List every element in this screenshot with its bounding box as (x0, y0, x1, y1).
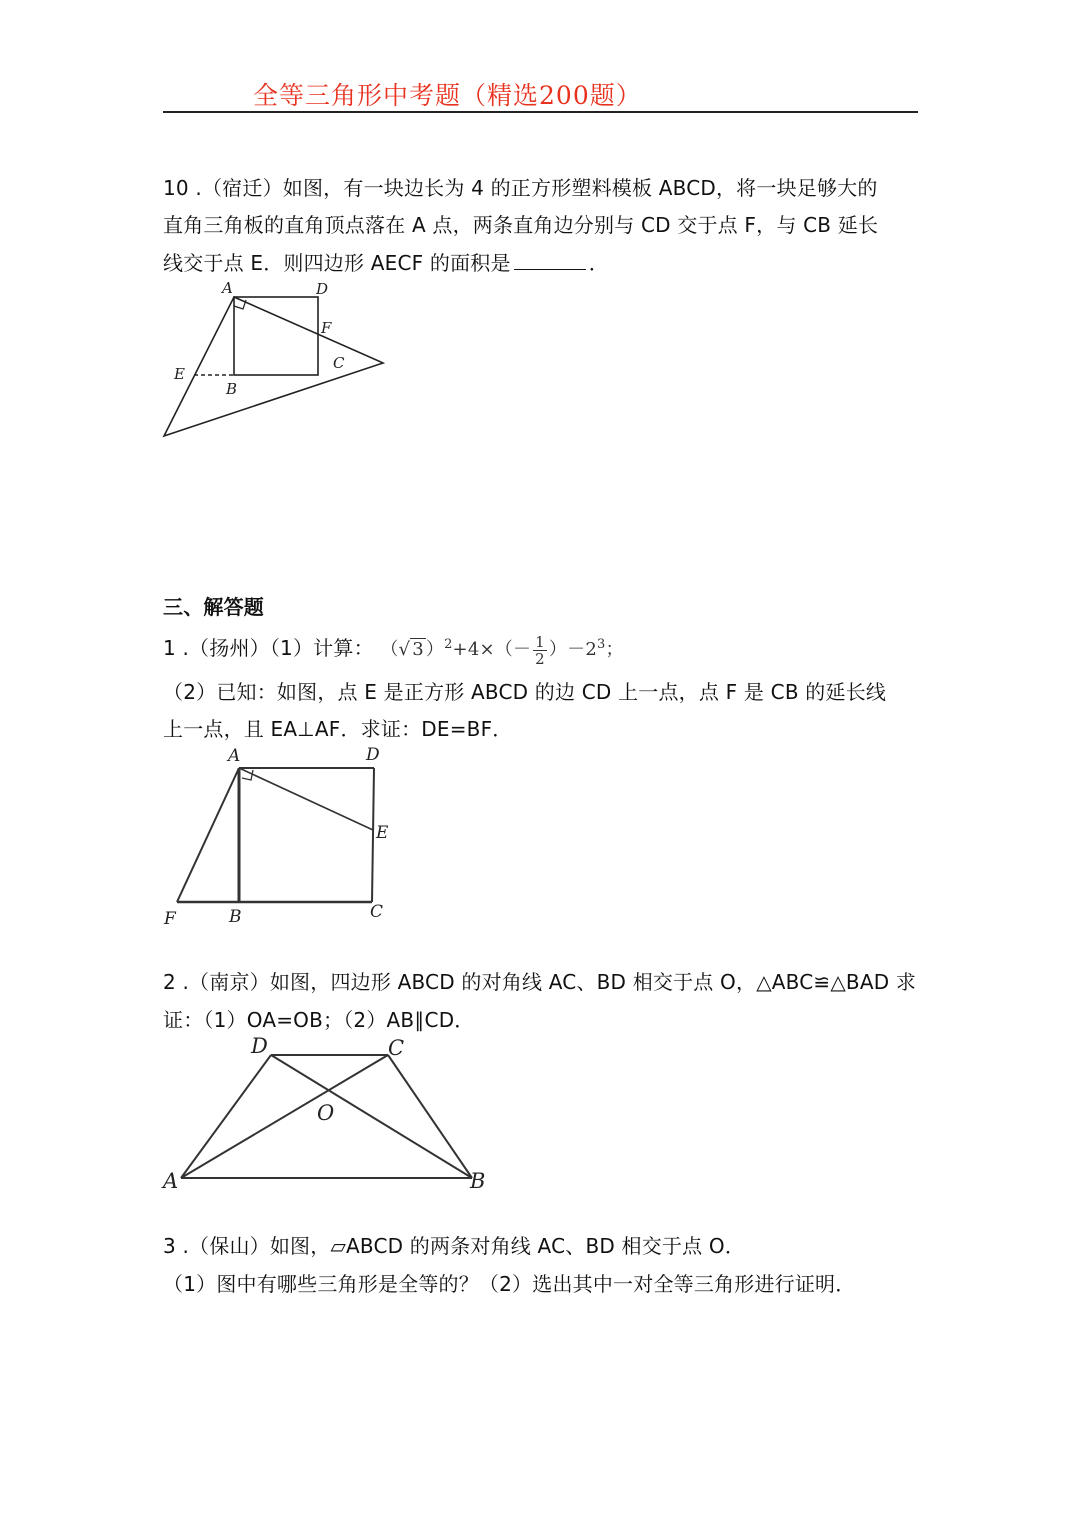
q2-figure (150, 1030, 500, 1198)
formula-part-2: +4×（－ (452, 639, 532, 660)
fraction-denominator: 2 (535, 649, 545, 668)
q2-label-a: A (163, 1169, 179, 1193)
q1-figure (150, 742, 410, 932)
q10-square (234, 297, 318, 375)
q1-edge-dc (372, 768, 374, 902)
q10-line-3 (163, 251, 923, 275)
q2-label-b: B (470, 1169, 486, 1193)
q1-edge-ae (239, 768, 373, 830)
formula-open-paren: （ (380, 639, 399, 660)
q1-line-1 (163, 630, 923, 668)
q2-label-c: C (388, 1036, 405, 1060)
q1-edge-af (177, 768, 239, 902)
q10-triangle (164, 297, 383, 436)
q3-line-1: 3 .（保山）如图，▱ABCD 的两条对角线 AC、BD 相交于点 O． (163, 1234, 746, 1258)
sqrt-radicand: 3 (412, 639, 424, 660)
exponent-2: 2 (444, 637, 453, 652)
q10-line-2: 直角三角板的直角顶点落在 A 点，两条直角边分别与 CD 交于点 F，与 CB 延长 (163, 213, 879, 237)
exponent-3: 3 (596, 637, 606, 652)
q2-edge-bc (388, 1055, 472, 1178)
q2-line-1: 2 .（南京）如图，四边形 ABCD 的对角线 AC、BD 相交于点 O，△ABC≌△BAD 求 (163, 970, 917, 994)
formula-close-paren: ） (425, 639, 445, 660)
q10-label-b: B (226, 380, 238, 398)
q1-prefix: 1 .（扬州）（1）计算： (163, 636, 374, 660)
q2-edge-ad (181, 1055, 271, 1178)
page-header-title: 全等三角形中考题（精选200题） (253, 81, 642, 110)
q1-label-a: A (228, 746, 241, 766)
q2-line-2: 证：（1）OA=OB；（2）AB∥CD． (163, 1008, 475, 1032)
q1-formula (380, 632, 624, 668)
header-divider (163, 111, 918, 113)
fraction-numerator: 1 (535, 632, 545, 651)
q10-line-3-text: 线交于点 E．则四边形 AECF 的面积是 (163, 251, 511, 275)
q1-label-f: F (164, 909, 176, 929)
q1-line-2: （2）已知：如图，点 E 是正方形 ABCD 的边 CD 上一点，点 F 是 CB 的延长线 (163, 680, 887, 704)
q2-label-d: D (251, 1034, 268, 1058)
section-title: 三、解答题 (163, 595, 264, 619)
q10-figure (150, 275, 400, 450)
q1-label-e: E (376, 823, 389, 843)
q10-label-e: E (174, 365, 185, 383)
q10-line-3-end: ． (588, 251, 609, 275)
sqrt-symbol: √ (398, 639, 411, 660)
q10-label-d: D (316, 280, 329, 298)
q10-line-1: 10 .（宿迁）如图，有一块边长为 4 的正方形塑料模板 ABCD，将一块足够大的 (163, 176, 878, 200)
q1-label-b: B (229, 907, 242, 927)
q1-label-c: C (370, 902, 384, 922)
q10-label-f: F (321, 319, 332, 337)
formula-end: ； (605, 639, 624, 660)
q2-diagonal-ac (181, 1055, 388, 1178)
q10-label-a: A (222, 279, 233, 297)
q1-label-d: D (366, 745, 380, 765)
answer-blank (514, 251, 586, 270)
q1-line-3: 上一点，且 EA⊥AF．求证：DE=BF． (163, 717, 513, 741)
q3-line-2: （1）图中有哪些三角形是全等的？（2）选出其中一对全等三角形进行证明． (163, 1272, 856, 1296)
fraction (533, 634, 547, 667)
q2-label-o: O (317, 1101, 335, 1125)
formula-part-3: ）－2 (548, 639, 597, 660)
q10-label-c: C (333, 354, 345, 372)
q2-diagonal-bd (271, 1055, 472, 1178)
